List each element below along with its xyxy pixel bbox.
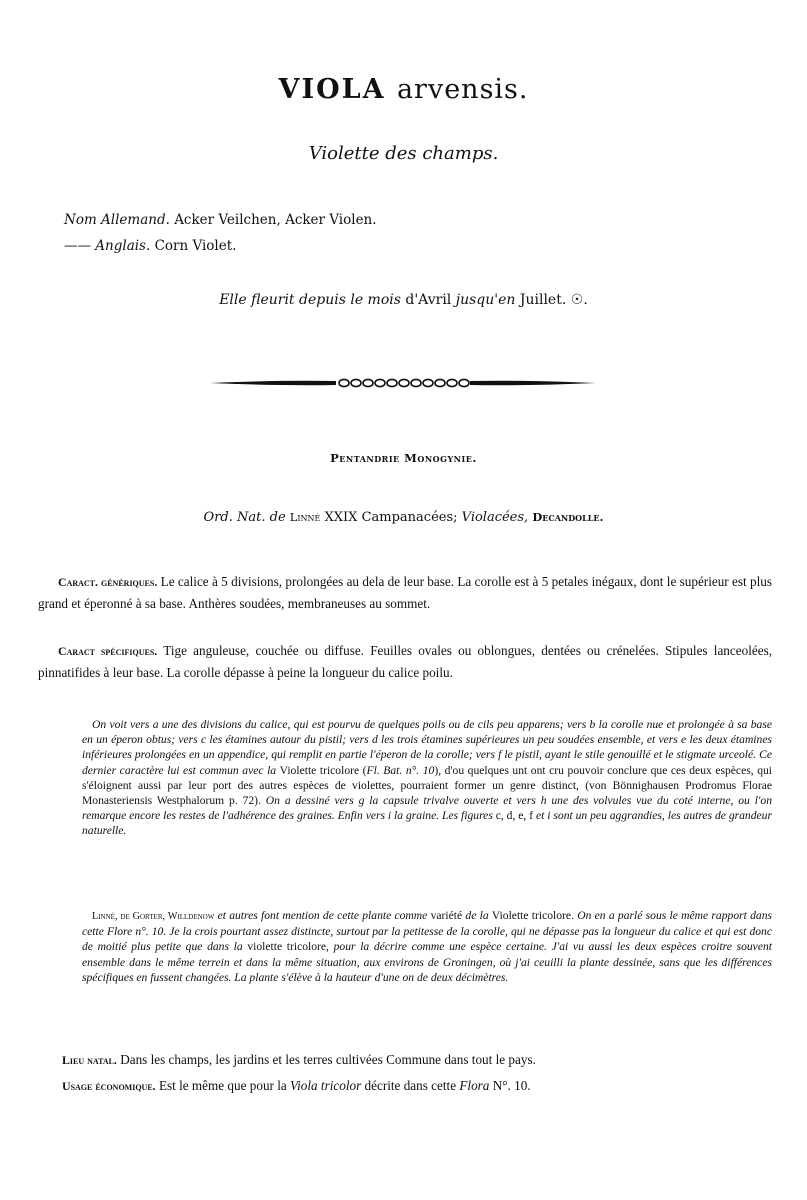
usage-flora: Flora: [459, 1078, 490, 1093]
note1-text-c: Fl. Bat. n°. 10: [366, 763, 435, 777]
habitat-text: Dans les champs, les jardins et les terres cultivées Commune dans tout le pays.: [120, 1052, 536, 1067]
note2-text-b: et autres font mention de cette plante comme: [217, 909, 428, 922]
flowering-month-start: d'Avril: [405, 292, 452, 308]
habitat: [62, 1050, 782, 1070]
flowering-text-c: jusqu'en: [455, 292, 516, 308]
usage-text-a: Est le même que pour la: [158, 1078, 287, 1093]
flowering-text-a: Elle fleurit depuis le mois: [219, 292, 401, 308]
order-campanacees: XXIX Campanacées;: [324, 510, 458, 525]
note1-text-h: et i sont un peu aggrandies, les autres de grandeur naturelle.: [82, 809, 772, 838]
flowering-month-end: Juillet.: [519, 292, 567, 308]
figure-notes: [82, 717, 772, 839]
note1-figures: c, d, e, f: [495, 809, 534, 823]
ornament-divider: [210, 372, 596, 394]
note2-tricolore-2: violette tricolore,: [247, 940, 329, 954]
note1-text-d: ), d'ou quelques unt ont cru pouvoir conclure que ces deux espèces, qui s'éloignent aussi par leur port des autres espèces de violettes, pourraient former un genre distinct,: [82, 763, 773, 792]
specific-label: Caract spécifiques.: [58, 644, 158, 658]
generic-text: Le calice à 5 divisions, prolongées au dela de leur base. La corolle est à 5 petales inégaux, dont le supérieur est plus grand et éperonné à sa base. Anthères soudées, membraneuses au sommet.: [38, 574, 773, 611]
generic-label: Caract. génériques.: [58, 575, 158, 589]
note2-text-f: On en a parlé sous le même rapport dans cette Flore n°. 10. Je la crois pourtant assez distincte, surtout par la petitesse de la corolle, qui ne dépasse pas la longueur du calice et qui est donc de moitié plus petite que dans la: [82, 909, 773, 954]
annual-symbol-icon: ☉.: [570, 292, 588, 308]
english-value: Corn Violet.: [154, 238, 237, 254]
english-name-row: [64, 233, 377, 259]
note2-text-h: pour la décrire comme une espèce certaine. J'ai vu aussi les deux espèces croitre souvent ensemble dans le même terrein et dans la même situation, aux environs de Groningen, où j'ai ceuilli la plante dessinée, sans que les différences spécifiques en fussent changées. La plante s'élève à la hauteur d'une on de deux décimètres.: [82, 940, 772, 984]
usage-viola-tricolor: Viola tricolor: [290, 1078, 362, 1093]
english-label: —— Anglais.: [64, 238, 151, 254]
german-value: Acker Veilchen, Acker Violen.: [174, 212, 377, 228]
note1-reference: (von Bönnighausen Prodromus Florae Monasteriensis Westphalorum p. 72).: [82, 778, 772, 808]
page-subtitle: Violette des champs.: [308, 143, 499, 164]
generic-characters: [38, 571, 772, 614]
note1-text-b: Violette tricolore (: [279, 763, 367, 777]
note2-variete: variété: [430, 909, 463, 922]
usage-label: Usage économique.: [62, 1079, 156, 1093]
note2-authors: Linné, de Gorter, Willdenow: [92, 911, 215, 922]
title-species: arvensis.: [396, 74, 529, 105]
page-title: [0, 74, 807, 105]
german-name-row: [64, 207, 377, 233]
economic-usage: [62, 1076, 782, 1096]
title-genus: VIOLA: [278, 74, 386, 105]
german-label: Nom Allemand.: [64, 212, 170, 228]
note1-text-a: On voit vers a une des divisions du calice, qui est pourvu de quelques poils ou de cils peu apparens; vers b la corolle nue et prolongée à sa base en un éperon obtus; vers c les étamines autour du pistil; vers d les trois étamines supérieures un peu soudées ensemble, et vers e les deux étamines inférieures prolongées en un appendice, qui remplit en partie l'éperon de la corolle; vers f le pistil, ayant le stile genouillé et le stigmate urceolé. Ce dernier caractère lui est commun avec la: [82, 718, 772, 777]
usage-text-c: décrite dans cette: [364, 1078, 457, 1093]
order-violacees: Violacées,: [461, 510, 529, 525]
specific-text: Tige anguleuse, couchée ou diffuse. Feuilles ovales ou oblongues, dentées ou crénelées. Stipules lanceolées, pinnatifides à leur base. La corolle dépasse à peine la longueur du calice poilu.: [38, 643, 773, 680]
linnaean-class: Pentandrie Monogynie.: [330, 451, 477, 465]
natural-order: [0, 510, 807, 525]
order-label: Ord. Nat.: [203, 510, 266, 525]
habitat-label: Lieu natal.: [62, 1053, 117, 1067]
specific-characters: [38, 640, 772, 683]
common-names: [64, 207, 377, 259]
order-decandolle: Decandolle.: [532, 510, 604, 524]
usage-number: N°. 10.: [492, 1078, 531, 1093]
note2-tricolore: Violette tricolore.: [491, 909, 574, 922]
flowering-period: [0, 292, 807, 308]
order-linne: Linné: [289, 510, 321, 524]
note2-text-d: de la: [465, 909, 489, 922]
order-de: de: [269, 510, 286, 525]
variety-notes: [82, 908, 772, 985]
note1-text-f: On a dessiné vers g la capsule trivalve ouverte et vers h une des volvules vue du coté interne, ou l'on remarque encore les restes de l'adhérence des graines. Enfin vers i la graine. Les figures: [82, 794, 772, 823]
